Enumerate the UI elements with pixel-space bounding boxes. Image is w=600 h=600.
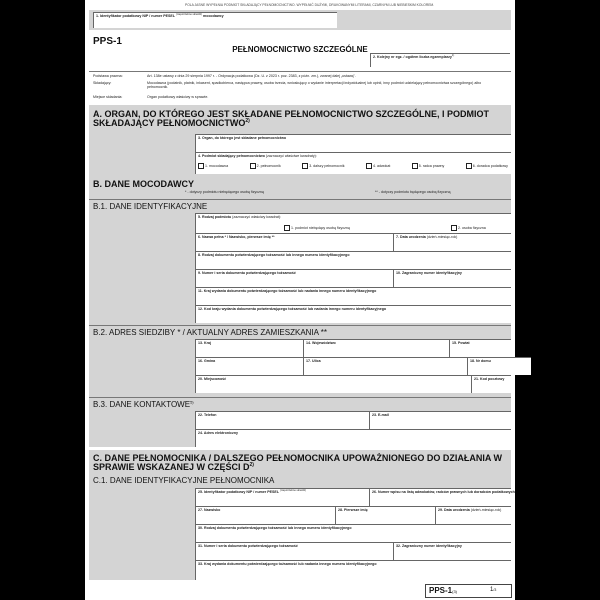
copy-number-field[interactable]: 2. Kolejny nr egz. / ogółem liczba egzemplarzy$^{1)}$ (370, 53, 510, 67)
submitter-option-4[interactable]: 4. adwokat (366, 163, 390, 169)
submitter-field: 4. Podmiot składający pełnomocnictwo (zaznaczyć właściwe kwadraty): 1. mocodawca 2. pełnomocnik 3. dalszy pełnomocnik 4. adwokat 5. radca prawny 6. doradca podatkowy (195, 152, 511, 174)
checkbox[interactable] (302, 163, 308, 169)
entity-type-option-2[interactable]: 2. osoba fizyczna (451, 225, 486, 231)
proxy-nip-field[interactable]: 25. Identyfikator podatkowy NIP / numer PESEL $^{(niepotrzebne skreślić)}$ (195, 488, 369, 506)
street-field[interactable]: 17. Ulica (303, 357, 467, 375)
section-b-title: B. DANE MOCODAWCY (93, 179, 194, 189)
issuing-country-code-field[interactable]: 12. Kod kraju wydania dokumentu potwierdzającego tożsamość lub nadania innego numeru identyfikacyjnego (195, 305, 511, 323)
surname-field[interactable]: 27. Nazwisko (195, 506, 335, 524)
footer-form-code: PPS-1(3) (429, 586, 458, 595)
entity-type-field: 5. Rodzaj podmiotu (zaznaczyć właściwy kwadrat): 1. podmiot niebędący osobą fizyczną 2. osoba fizyczna (195, 213, 511, 233)
email-field[interactable]: 23. E-mail (369, 411, 511, 429)
checkbox[interactable] (412, 163, 418, 169)
instructions-note: POLA JASNE WYPEŁNIA PODMIOT SKŁADAJĄCY PEŁNOMOCNICTWO. WYPEŁNIĆ DUŻYMI, DRUKOWANYMI LITERAMI, CZARNYM LUB NIEBIESKIM KOLOREM. (185, 3, 435, 7)
country-field[interactable]: 13. Kraj (195, 339, 303, 357)
checkbox[interactable] (250, 163, 256, 169)
filers-text: Mocodawca (podatnik, płatnik, inkasent, spadkobierca, następca prawny, osoba trzecia, wnioskujący o wydanie interpretacji indywidualnej lub opinii, inny podmiot udzielający pełnomocnictwa szczególnego) albo pełnomocnik. (147, 81, 482, 90)
place-text: Organ podatkowy właściwy w sprawie. (147, 95, 209, 99)
proxy-birth-date-field[interactable]: 29. Data urodzenia (dzień-miesiąc-rok) (435, 506, 511, 524)
full-name-field[interactable]: 6. Nazwa pełna * / Nazwisko, pierwsze imię ** (195, 233, 393, 251)
phone-field[interactable]: 22. Telefon (195, 411, 369, 429)
organ-field[interactable]: 3. Organ, do którego jest składane pełnomocnictwo (195, 134, 511, 152)
first-name-field[interactable]: 28. Pierwsze imię (335, 506, 435, 524)
county-field[interactable]: 15. Powiat (449, 339, 511, 357)
checkbox[interactable] (198, 163, 204, 169)
issuing-country-field[interactable]: 11. Kraj wydania dokumentu potwierdzającego tożsamość lub nadania innego numeru identyfikacyjnego (195, 287, 511, 305)
form-code: PPS-1 (93, 36, 122, 47)
birth-date-field[interactable]: 7. Data urodzenia (dzień-miesiąc-rok) (393, 233, 511, 251)
legal-basis-text: Art. 138e ustawy z dnia 29 sierpnia 1997 r. - Ordynacja podatkowa (Dz. U. z 2023 r. poz. 2383, z późn. zm.), zwanej dalej „ustawą”. (147, 74, 356, 78)
submitter-option-6[interactable]: 6. doradca podatkowy (466, 163, 508, 169)
filers-label: Składający: (93, 81, 112, 85)
b1-title: B.1. DANE IDENTYFIKACYJNE (93, 202, 208, 211)
id-doc-type-field[interactable]: 8. Rodzaj dokumentu potwierdzającego tożsamość lub innego numeru identyfikacyjnego (195, 251, 511, 269)
submitter-option-2[interactable]: 2. pełnomocnik (250, 163, 281, 169)
note-natural-person: ** - dotyczy podmiotu będącego osobą fizyczną (375, 190, 451, 194)
proxy-foreign-id-field[interactable]: 32. Zagraniczny numer identyfikacyjny (393, 542, 511, 560)
c1-title: C.1. DANE IDENTYFIKACYJNE PEŁNOMOCNIKA (93, 476, 275, 485)
proxy-issuing-country-field[interactable]: 33. Kraj wydania dokumentu potwierdzającego tożsamość lub nadania innego numeru identyfikacyjnego (195, 560, 511, 580)
id-doc-number-field[interactable]: 9. Numer i seria dokumentu potwierdzającego tożsamość (195, 269, 393, 287)
checkbox[interactable] (466, 163, 472, 169)
section-c-title: C. DANE PEŁNOMOCNIKA / DALSZEGO PEŁNOMOCNIKA UPOWAŻNIONEGO DO DZIAŁANIA W SPRAWIE WSKAZANEJ W CZĘŚCI $D^{2)}$ (93, 453, 502, 473)
legal-basis-label: Podstawa prawna: (93, 74, 123, 78)
proxy-id-doc-type-field[interactable]: 30. Rodzaj dokumentu potwierdzającego tożsamość lub innego numeru identyfikacyjnego (195, 524, 511, 542)
foreign-id-field[interactable]: 10. Zagraniczny numer identyfikacyjny (393, 269, 511, 287)
postal-code-field[interactable]: 21. Kod pocztowy (471, 375, 511, 393)
note-legal-entity: * - dotyczy podmiotu niebędącego osobą fizyczną (185, 190, 264, 194)
place-label: Miejsce składania: (93, 95, 123, 99)
commune-field[interactable]: 16. Gmina (195, 357, 303, 375)
b2-title: B.2. ADRES SIEDZIBY * / AKTUALNY ADRES ZAMIESZKANIA ** (93, 328, 328, 337)
submitter-option-3[interactable]: 3. dalszy pełnomocnik (302, 163, 344, 169)
entity-type-option-1[interactable]: 1. podmiot niebędący osobą fizyczną (284, 225, 350, 231)
electronic-address-field[interactable]: 24. Adres elektroniczny (195, 429, 511, 447)
proxy-id-doc-number-field[interactable]: 31. Numer i seria dokumentu potwierdzającego tożsamość (195, 542, 393, 560)
house-number-field[interactable]: 18. Nr domu (467, 357, 531, 375)
nip-pesel-field[interactable]: 1. Identyfikator podatkowy NIP / numer PESEL $^{(niepotrzebne skreślić)}$ mocodawcy (93, 12, 337, 28)
city-field[interactable]: 20. Miejscowość (195, 375, 471, 393)
bar-number-field[interactable]: 26. Numer wpisu na listę adwokatów, radców prawnych lub doradców podatkowych (369, 488, 511, 506)
checkbox[interactable] (451, 225, 457, 231)
checkbox[interactable] (284, 225, 290, 231)
voivodeship-field[interactable]: 14. Województwo (303, 339, 449, 357)
checkbox[interactable] (366, 163, 372, 169)
form-title: PEŁNOMOCNICTWO SZCZEGÓLNE (232, 45, 368, 54)
submitter-option-5[interactable]: 5. radca prawny (412, 163, 445, 169)
submitter-option-1[interactable]: 1. mocodawca (198, 163, 228, 169)
footer-page-number: 1/3 (490, 587, 497, 593)
b3-title: B.3. DANE KONTAKTOWE$^{5)}$ (93, 399, 194, 409)
form-page (85, 0, 515, 600)
section-a-title: A. ORGAN, DO KTÓREGO JEST SKŁADANE PEŁNOMOCNICTWO SZCZEGÓLNE, I PODMIOT SKŁADAJĄCY PEŁNOMOCNICTWO$^{2)}$ (93, 109, 490, 129)
